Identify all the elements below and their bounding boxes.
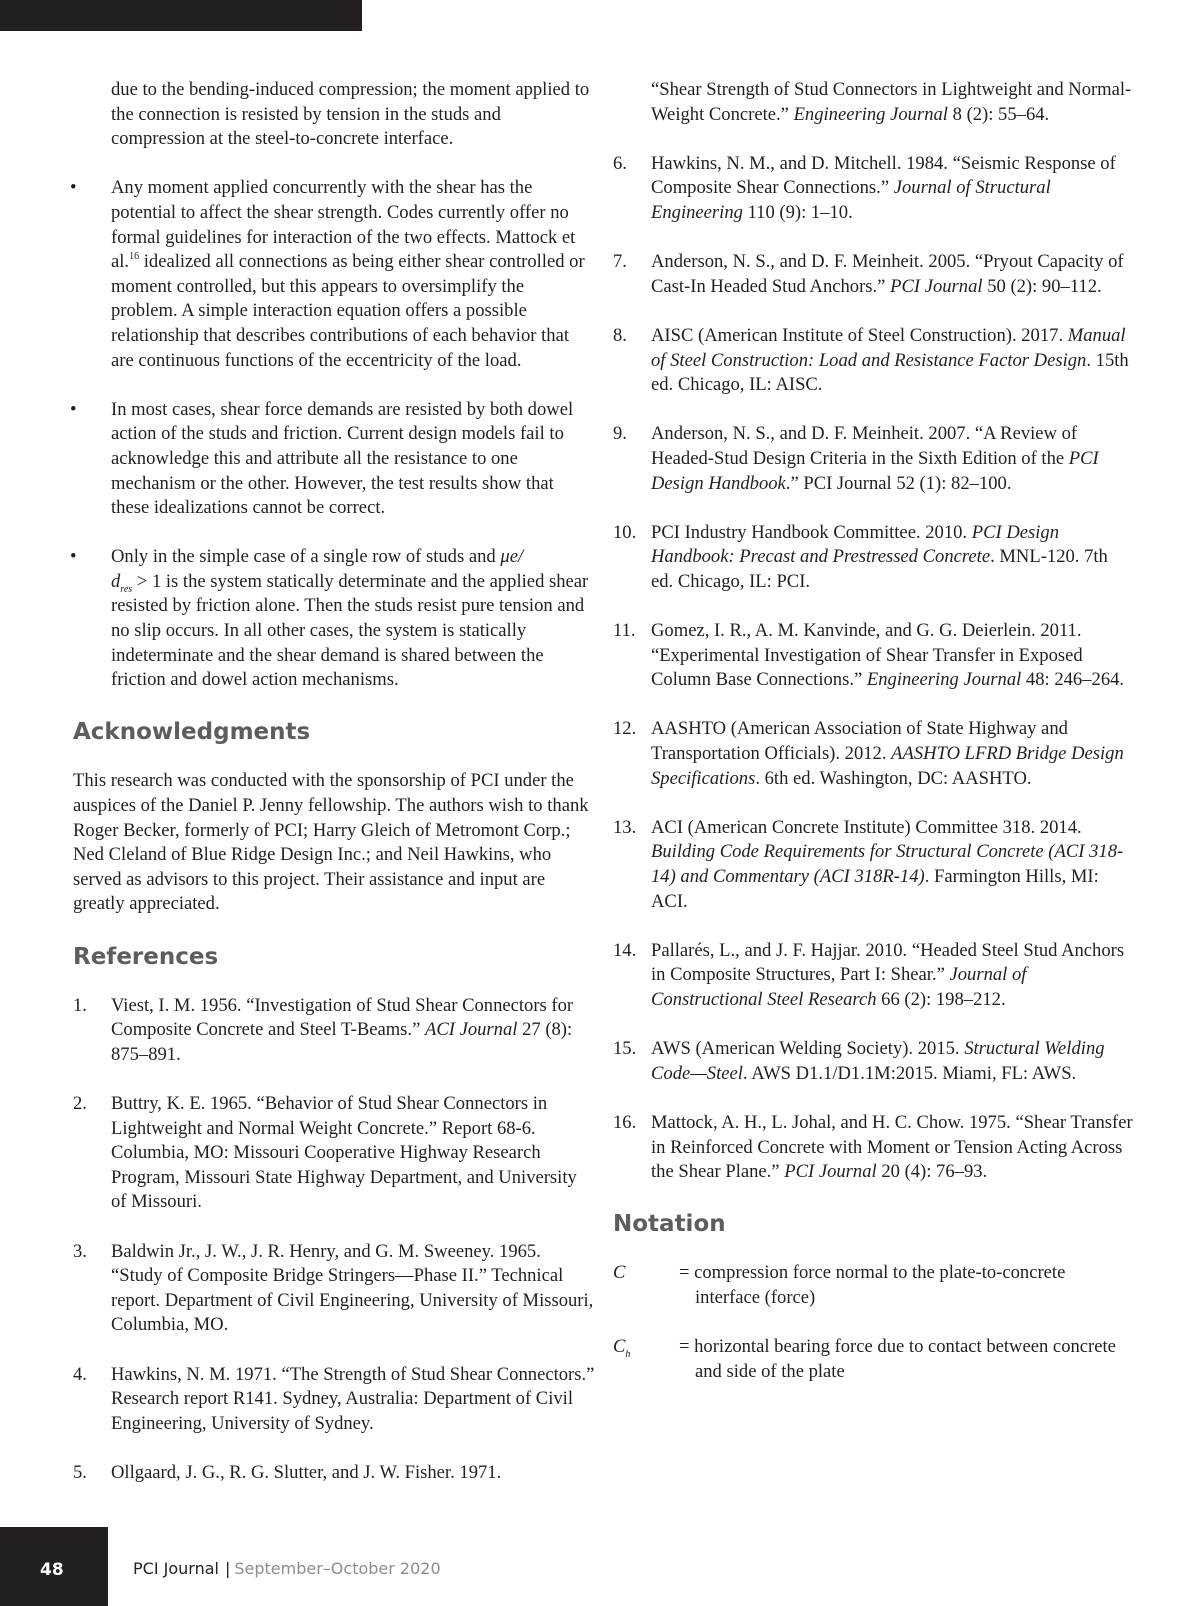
reference-item <box>73 1092 595 1215</box>
reference-number: 14. <box>613 939 637 961</box>
reference-text: Viest, I. M. 1956. “Investigation of Stud Shear Connectors for Composite Concrete and Steel T-Beams.” <box>111 994 574 1041</box>
reference-number: 16. <box>613 1111 637 1133</box>
reference-number: 15. <box>613 1038 637 1060</box>
reference-text: . MNL-120. 7th ed. Chicago, IL: PCI. <box>651 546 1108 592</box>
reference-item <box>613 717 1133 791</box>
header-bar <box>0 0 362 31</box>
reference-text: Ollgaard, J. G., R. G. Slutter, and J. W. Fisher. 1971. <box>111 1461 502 1483</box>
symbol-letter: C <box>613 1262 626 1284</box>
notation-list <box>613 1261 1133 1384</box>
notation-entry <box>613 1261 1133 1310</box>
bullet-continued <box>73 78 595 152</box>
symbol-subscript: h <box>625 1349 631 1361</box>
reference-text: 50 (2): 90–112. <box>982 275 1102 297</box>
reference-item <box>73 1461 595 1486</box>
reference-text: 66 (2): 198–212. <box>876 988 1006 1010</box>
reference-item <box>613 521 1133 595</box>
math-subscript: res <box>120 583 133 595</box>
reference-text: . Farmington Hills, MI: ACI. <box>651 866 1099 912</box>
reference-item <box>73 1240 595 1338</box>
reference-number: 11. <box>613 620 636 642</box>
reference-text: 8 (2): 55–64. <box>947 103 1050 125</box>
reference-text: 110 (9): 1–10. <box>742 201 853 223</box>
bullet-item <box>70 398 595 521</box>
reference-title: Engineering Journal <box>866 669 1022 691</box>
reference-text: 20 (4): 76–93. <box>876 1161 988 1183</box>
reference-title: AASHTO LFRD Bridge Design Specifications <box>651 743 1124 789</box>
reference-item <box>613 816 1133 914</box>
bullet-text: In most cases, shear force demands are resisted by both dowel action of the studs and friction. Current design models fail to acknowledge this and attribute all the resistance to one mechanism or the other. However, the test results show that these idealizations cannot be correct. <box>111 398 574 519</box>
page-number: 48 <box>40 1560 64 1580</box>
reference-number: 4. <box>73 1363 87 1385</box>
bullet-icon: • <box>70 398 77 420</box>
math-term: μe/ <box>500 546 524 568</box>
reference-title: Journal of Constructional Steel Research <box>651 964 1027 1010</box>
reference-item <box>613 324 1133 398</box>
reference-text: . AWS D1.1/D1.1M:2015. Miami, FL: AWS. <box>742 1062 1077 1084</box>
bullet-text: idealized all connections as being either shear controlled or moment controlled, but this appears to oversimplify the problem. A simple interaction equation offers a possible relationship that describes contributions of each behavior that are continuous functions of the eccentricity of the load. <box>111 251 585 371</box>
reference-text: . 15th ed. Chicago, IL: AISC. <box>651 349 1129 396</box>
reference-text: Anderson, N. S., and D. F. Meinheit. 2007. “A Review of Headed-Stud Design Criteria in the Sixth Edition of the <box>651 423 1078 469</box>
reference-item <box>613 1037 1133 1086</box>
reference-title: Structural Welding Code—Steel <box>651 1038 1105 1084</box>
reference-title: Manual of Steel Construction: Load and Resistance Factor Design <box>651 324 1126 371</box>
reference-text: Buttry, K. E. 1965. “Behavior of Stud Shear Connectors in Lightweight and Normal Weight Concrete.” Report 68-6. Columbia, MO: Missouri Cooperative Highway Research Program, Missouri State Highway Department, and University of Missouri. <box>111 1092 577 1213</box>
right-column <box>613 78 1133 1409</box>
reference-item <box>73 994 595 1068</box>
reference-text: 27 (8): 875–891. <box>111 1019 573 1065</box>
citation-superscript: 16 <box>129 251 140 263</box>
issue-date: September–October 2020 <box>234 1559 441 1578</box>
reference-continued <box>613 78 1133 127</box>
reference-item <box>613 152 1133 226</box>
reference-title: Building Code Requirements for Structural Concrete (ACI 318-14) and Commentary (ACI 318R-14) <box>651 841 1124 887</box>
reference-number: 10. <box>613 521 637 543</box>
reference-item <box>613 1111 1133 1185</box>
references-heading: References <box>73 943 219 970</box>
bullet-text: Only in the simple case of a single row of studs and <box>111 546 501 568</box>
notation-definition: = horizontal bearing force due to contact between concrete and side of the plate <box>679 1336 1116 1382</box>
reference-text: Anderson, N. S., and D. F. Meinheit. 2005. “Pryout Capacity of Cast-In Headed Stud Anchors.” <box>651 251 1124 297</box>
bullet-text: Any moment applied concurrently with the shear has the potential to affect the shear strength. Codes currently offer no formal guidelines for interaction of the two effects. Mattock et al. <box>111 177 576 273</box>
reference-number: 7. <box>613 251 627 273</box>
reference-title: PCI Journal <box>890 275 983 297</box>
reference-item <box>613 619 1133 693</box>
reference-number: 8. <box>613 324 627 346</box>
reference-text: AASHTO (American Association of State Highway and Transportation Officials). 2012. <box>651 718 1068 765</box>
footer-journal <box>133 1559 441 1578</box>
acknowledgments-text: This research was conducted with the sponsorship of PCI under the auspices of the Daniel P. Jenny fellowship. The authors wish to thank Roger Becker, formerly of PCI; Harry Gleich of Metromont Corp.; Ned Cleland of Blue Ridge Design Inc.; and Neil Hawkins, who served as advisors to this project. Their assistance and input are greatly appreciated. <box>73 770 589 915</box>
reference-title: PCI Design Handbook: Precast and Prestressed Concrete <box>651 521 1060 568</box>
notation-symbol <box>613 1335 630 1360</box>
reference-text: Hawkins, N. M., and D. Mitchell. 1984. “Seismic Response of Composite Shear Connections.” <box>651 152 1116 199</box>
reference-item <box>613 939 1133 1013</box>
notation-symbol <box>613 1261 625 1286</box>
reference-text: Gomez, I. R., A. M. Kanvinde, and G. G. Deierlein. 2011. “Experimental Investigation of Shear Transfer in Exposed Column Base Connections.” <box>651 620 1083 691</box>
reference-title: Engineering Journal <box>793 103 948 125</box>
bullet-text: due to the bending-induced compression; the moment applied to the connection is resisted by tension in the studs and compression at the steel-to-concrete interface. <box>111 79 590 150</box>
reference-text: ACI (American Concrete Institute) Committee 318. 2014. <box>651 816 1082 838</box>
reference-title: Journal of Structural Engineering <box>651 177 1051 223</box>
reference-item <box>613 250 1133 299</box>
reference-text: “Shear Strength of Stud Connectors in Lightweight and Normal-Weight Concrete.” <box>651 79 1132 125</box>
symbol-letter: C <box>613 1336 626 1358</box>
reference-text: .” PCI Journal 52 (1): 82–100. <box>785 472 1012 494</box>
acknowledgments-heading: Acknowledgments <box>73 719 311 746</box>
reference-text: Mattock, A. H., L. Johal, and H. C. Chow. 1975. “Shear Transfer in Reinforced Concrete with Moment or Tension Acting Across the Shear Plane.” <box>651 1111 1133 1183</box>
bullet-item <box>70 545 595 693</box>
notation-definition: = compression force normal to the plate-to-concrete interface (force) <box>679 1262 1066 1308</box>
reference-text: AWS (American Welding Society). 2015. <box>651 1038 965 1060</box>
reference-number: 1. <box>73 994 87 1016</box>
reference-number: 9. <box>613 423 627 445</box>
reference-list <box>73 994 595 1486</box>
reference-text: AISC (American Institute of Steel Construction). 2017. <box>651 324 1068 346</box>
reference-number: 2. <box>73 1092 87 1114</box>
reference-text: Pallarés, L., and J. F. Hajjar. 2010. “Headed Steel Stud Anchors in Composite Structures, Part I: Shear.” <box>651 939 1125 986</box>
reference-item <box>73 1363 595 1437</box>
reference-number: 3. <box>73 1240 87 1262</box>
footer-separator: | <box>224 1559 231 1578</box>
bullet-icon: • <box>70 177 77 199</box>
bullet-text: > 1 is the system statically determinate and the applied shear resisted by friction alone. Then the studs resist pure tension and no slip occurs. In all other cases, the system is statically indeterminate and the shear demand is shared between the friction and dowel action mechanisms. <box>111 570 589 691</box>
reference-number: 5. <box>73 1461 87 1483</box>
reference-list <box>613 152 1133 1185</box>
reference-number: 12. <box>613 718 637 740</box>
bullet-item <box>70 176 595 373</box>
reference-title: ACI Journal <box>424 1019 518 1041</box>
left-column <box>70 78 595 1510</box>
reference-number: 6. <box>613 152 627 174</box>
notation-entry <box>613 1335 1133 1384</box>
math-term: d <box>111 570 121 592</box>
reference-text: 48: 246–264. <box>1021 669 1125 691</box>
reference-title: PCI Journal <box>784 1161 877 1183</box>
notation-heading: Notation <box>613 1211 726 1238</box>
reference-title: PCI Design Handbook <box>651 447 1099 494</box>
journal-name: PCI Journal <box>133 1559 219 1578</box>
reference-text: . 6th ed. Washington, DC: AASHTO. <box>755 767 1032 789</box>
bullet-icon: • <box>70 546 77 568</box>
reference-text: PCI Industry Handbook Committee. 2010. <box>651 521 972 543</box>
reference-text: Baldwin Jr., J. W., J. R. Henry, and G. M. Sweeney. 1965. “Study of Composite Bridge Stringers—Phase II.” Technical report. Department of Civil Engineering, University of Missouri, Columbia, MO. <box>111 1240 594 1336</box>
reference-text: Hawkins, N. M. 1971. “The Strength of Stud Shear Connectors.” Research report R141. Sydney, Australia: Department of Civil Engineering, University of Sydney. <box>111 1363 595 1434</box>
reference-number: 13. <box>613 816 637 838</box>
reference-item <box>613 422 1133 496</box>
